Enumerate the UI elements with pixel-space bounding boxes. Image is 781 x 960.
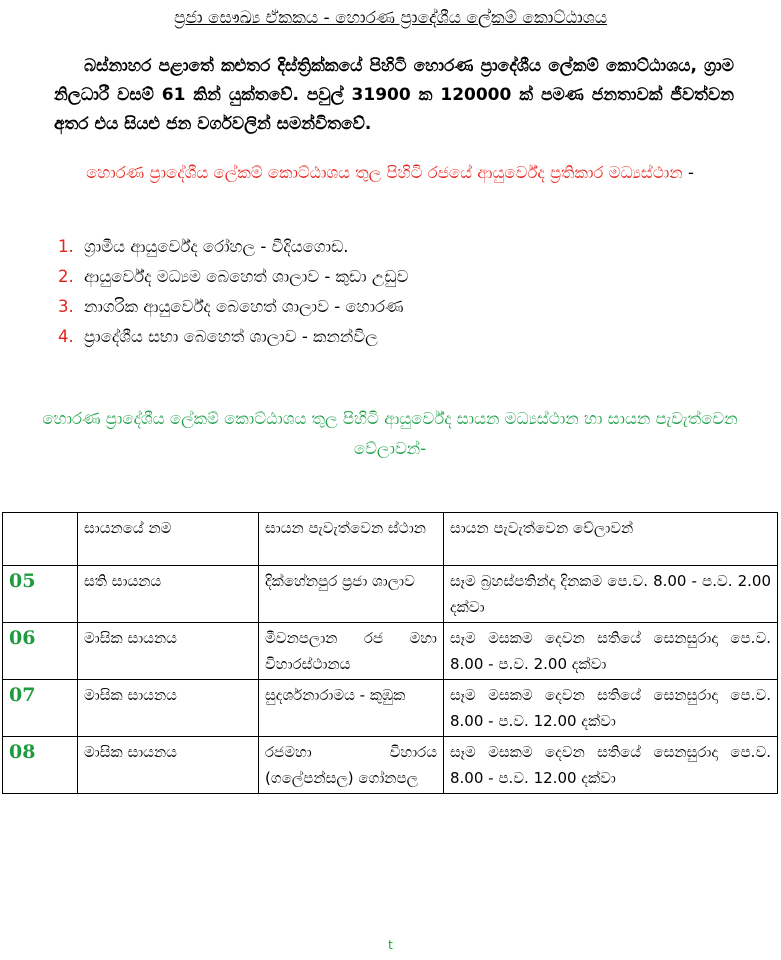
row-place: මීවනපලාන රජ මහා විහාරස්ථානය: [259, 623, 444, 680]
clinics-table: [2, 512, 778, 794]
row-time: සෑම බ්‍රහස්පතින්දා දිනකම පෙ.ව. 8.00 - ප.ව. 2.00 දක්වා: [444, 566, 778, 623]
table-row: [3, 623, 778, 680]
table-row: [3, 566, 778, 623]
list-item: [58, 322, 409, 352]
row-clinic-name: සති සායනය: [78, 566, 259, 623]
ayurveda-centres-title-dash: -: [682, 163, 694, 182]
list-item-text: ග්‍රාමීය ආයුර්වේද රෝහල - වීදියගොඩ.: [84, 237, 349, 256]
list-item-number: 4.: [58, 327, 74, 346]
table-header-row: [3, 513, 778, 566]
row-time: සෑම මසකම දෙවන සතියේ සෙනසුරාදා පෙ.ව. 8.00 - ප.ව. 12.00 දක්වා: [444, 737, 778, 794]
facility-list: [58, 232, 409, 352]
header-cell-clinic-name: සායනයේ නම: [78, 513, 259, 566]
page-heading: ප්‍රජා සෞඛ්‍ය ඒකකය - හොරණ ප්‍රාදේශීය ලේකම් කොට්ඨාශය: [173, 8, 608, 28]
row-number: 06: [3, 623, 78, 680]
row-clinic-name: මාසික සායනය: [78, 623, 259, 680]
list-item-number: 3.: [58, 297, 74, 316]
list-item-number: 2.: [58, 267, 74, 286]
list-item-text: නාගරික ආයුර්වේද බෙහෙත් ශාලාව - හොරණ: [84, 297, 404, 316]
intro-paragraph: [54, 52, 734, 139]
list-item-number: 1.: [58, 237, 74, 256]
list-item: [58, 262, 409, 292]
row-time: සෑම මසකම දෙවන සතියේ සෙනසුරාදා පෙ.ව. 8.00 - ප.ව. 12.00 දක්වා: [444, 680, 778, 737]
table-row: [3, 737, 778, 794]
row-clinic-name: මාසික සායනය: [78, 680, 259, 737]
header-cell-place: සායන පැවැත්වෙන ස්ථාන: [259, 513, 444, 566]
header-cell-number: [3, 513, 78, 566]
ayurveda-centres-title-text: හොරණ ප්‍රාදේශීය ලේකම් කොට්ඨාශය තුල පිහිටි රජයේ ආයුර්වේද ප්‍රතිකාර මධ්‍යස්ථාන: [86, 163, 683, 182]
row-time: සෑම මසකම දෙවන සතියේ සෙනසුරාදා පෙ.ව. 8.00 - ප.ව. 2.00 දක්වා: [444, 623, 778, 680]
table-row: [3, 680, 778, 737]
list-item: [58, 292, 409, 322]
list-item-text: ආයුර්වේද මධ්‍යම බෙහෙත් ශාලාව - කුඩා උඩුව: [84, 267, 409, 286]
row-number: 08: [3, 737, 78, 794]
row-number: 07: [3, 680, 78, 737]
row-place: දික්හේනපුර ප්‍රජා ශාලාව: [259, 566, 444, 623]
list-item-text: ප්‍රාදේශීය සභා බෙහෙත් ශාලාව - කනන්විල: [84, 327, 378, 346]
row-clinic-name: මාසික සායනය: [78, 737, 259, 794]
page-footer-mark: t: [388, 938, 393, 952]
header-cell-time: සායන පැවැත්වෙන වේලාවන්: [444, 513, 778, 566]
row-number: 05: [3, 566, 78, 623]
row-place: රජමහා විහාරය (ගලේපන්සල) ගෝනපල: [259, 737, 444, 794]
clinics-title: හොරණ ප්‍රාදේශීය ලේකම් කොට්ඨාශය තුල පිහිටි ආයුර්වේද සායන මධ්‍යස්ථාන හා සායන පැවැත්වෙන වේලාවන්-: [42, 409, 738, 458]
intro-text: බස්නාහර පළාතේ කළුතර දිස්ත්‍රික්කයේ පිහිටි හොරණ ප්‍රාදේශීය ලේකම් කොට්ඨාශය, ග්‍රාම නිලධාරී වසම් 61 කින් යුක්තවේ. පවුල් 31900 ක 120000 ක් පමණ ජනතාවක් ජීවත්වන අතර එය සියළු ජන වර්ගවලින් සමන්විතවේ.: [54, 56, 734, 134]
row-place: සුදර්ශනාරාමය - කුඹුක: [259, 680, 444, 737]
ayurveda-centres-title: [40, 158, 740, 188]
list-item: [58, 232, 409, 262]
